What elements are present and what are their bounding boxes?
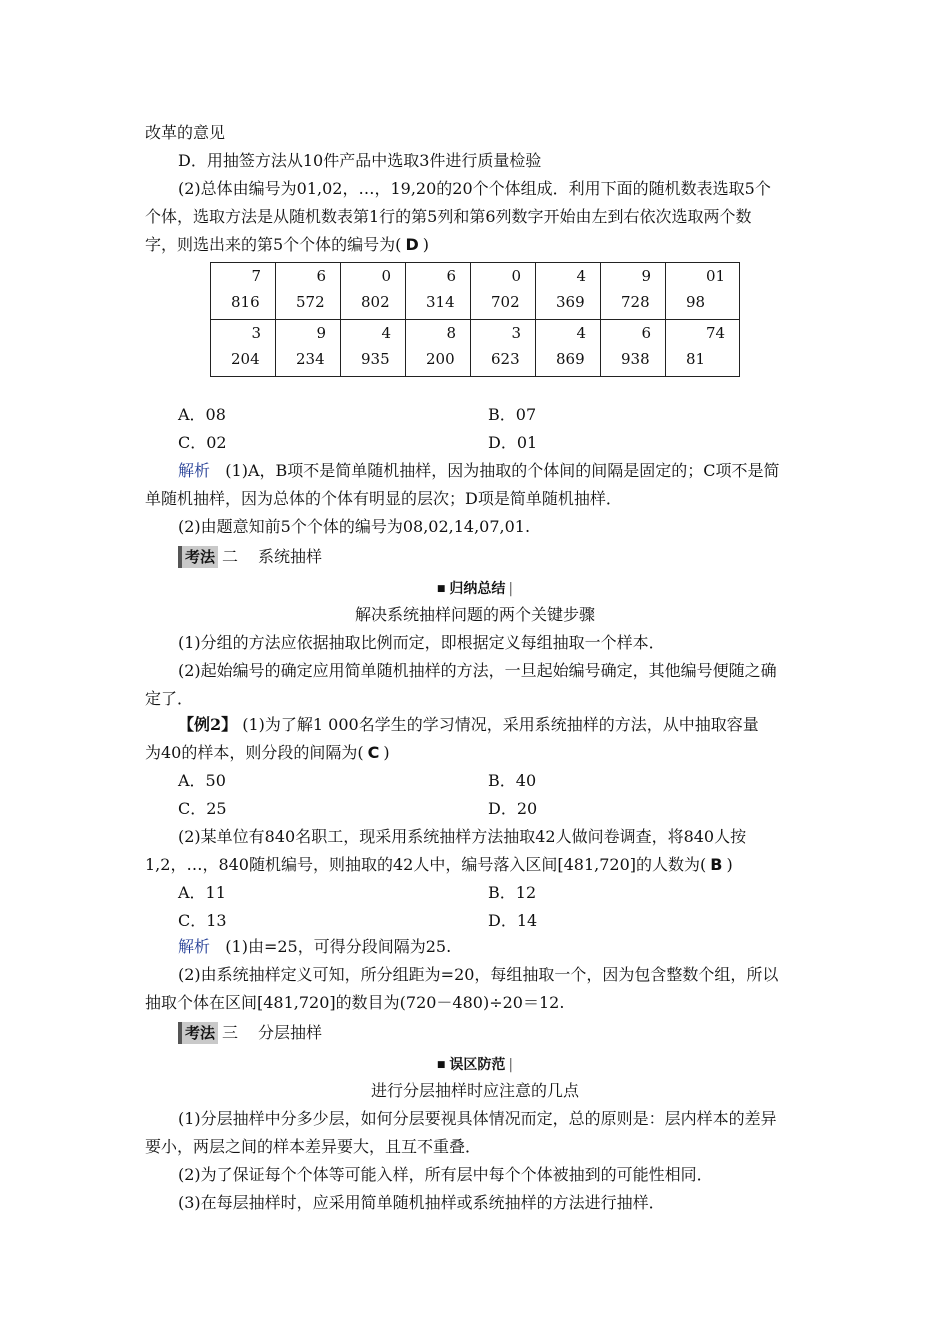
cell-bottom: 314 <box>426 293 455 311</box>
option-c: C．02 <box>178 433 227 452</box>
summary-tag <box>0 578 950 599</box>
example-text <box>145 742 390 764</box>
cell-bottom: 234 <box>296 350 325 368</box>
question-text-part: 字，则选出来的第5个个体的编号为( <box>145 235 402 254</box>
example-text-part: 为40的样本，则分段的间隔为( <box>145 743 364 762</box>
example-text: (1)为了解1 000名学生的学习情况，采用系统抽样的方法，从中抽取容量 <box>242 715 759 734</box>
text-line: 改革的意见 <box>145 123 226 142</box>
warning-tag <box>0 1054 950 1075</box>
cell-bottom: 623 <box>491 350 520 368</box>
cell-bottom: 98 <box>686 293 706 311</box>
table-cell <box>471 263 536 320</box>
table-row <box>211 263 740 320</box>
solution-label: 解析 <box>178 937 211 956</box>
option-d: D．01 <box>488 433 538 452</box>
example-line <box>178 714 759 736</box>
table-cell <box>276 263 341 320</box>
section-heading-2 <box>178 546 322 568</box>
warning-text: (2)为了保证每个个体等可能入样，所有层中每个个体被抽到的可能性相同． <box>178 1165 713 1184</box>
cell-top: 9 <box>641 267 651 285</box>
table-cell <box>211 263 276 320</box>
table-cell <box>276 320 341 377</box>
cell-bottom: 802 <box>361 293 390 311</box>
table-cell <box>341 263 406 320</box>
option-c: C．25 <box>178 799 227 818</box>
cell-top: 8 <box>446 324 456 342</box>
warning-tag-label: ■ 误区防范 | <box>437 1057 513 1073</box>
cell-top: 4 <box>576 267 586 285</box>
table-row <box>211 320 740 377</box>
table-cell <box>471 320 536 377</box>
section-title: 分层抽样 <box>258 1023 323 1042</box>
section-title: 系统抽样 <box>258 547 323 566</box>
section-heading-3 <box>178 1022 322 1044</box>
cell-bottom: 869 <box>556 350 585 368</box>
option-a: A．50 <box>178 771 226 790</box>
table-cell <box>601 263 666 320</box>
cell-bottom: 200 <box>426 350 455 368</box>
option-d: D．20 <box>488 799 538 818</box>
cell-bottom: 81 <box>686 350 706 368</box>
option-d: D．14 <box>488 911 538 930</box>
answer-mark: D <box>405 235 419 254</box>
option-b: B．40 <box>488 771 537 790</box>
cell-top: 6 <box>446 267 456 285</box>
cell-top: 3 <box>511 324 521 342</box>
answer-mark: C <box>367 743 380 762</box>
solution-text: 单随机抽样，因为总体的个体有明显的层次；D项是简单随机抽样． <box>145 489 622 508</box>
cell-bottom: 572 <box>296 293 325 311</box>
solution-text: (2)由系统抽样定义可知，所分组距为=20，每组抽取一个，因为包含整数个组，所以 <box>178 965 779 984</box>
cell-bottom: 935 <box>361 350 390 368</box>
option-b: B．12 <box>488 883 537 902</box>
table-cell <box>536 320 601 377</box>
cell-bottom: 728 <box>621 293 650 311</box>
solution-text: 抽取个体在区间[481,720]的数目为(720－480)÷20＝12. <box>145 993 565 1012</box>
question-text-part: ) <box>422 235 429 254</box>
cell-bottom: 938 <box>621 350 650 368</box>
table-cell <box>341 320 406 377</box>
cell-top: 01 <box>706 267 726 285</box>
example-text-part: 1,2，…，840随机编号，则抽取的42人中，编号落入区间[481,720]的人数为( <box>145 855 707 874</box>
cell-top: 7 <box>251 267 261 285</box>
warning-heading: 进行分层抽样时应注意的几点 <box>370 1081 579 1100</box>
question-text: (2)总体由编号为01,02，…，19,20的20个个体组成．利用下面的随机数表选取5个 <box>178 179 771 198</box>
question-text: 个体，选取方法是从随机数表第1行的第5列和第6列数字开始由左到右依次选取两个数 <box>145 207 752 226</box>
table-cell <box>211 320 276 377</box>
table-cell <box>406 263 471 320</box>
table-cell <box>666 263 740 320</box>
cell-top: 4 <box>381 324 391 342</box>
cell-top: 9 <box>316 324 326 342</box>
warning-text: (1)分层抽样中分多少层，如何分层要视具体情况而定，总的原则是：层内样本的差异 <box>178 1109 777 1128</box>
summary-tag-label: ■ 归纳总结 | <box>437 581 513 597</box>
answer-mark: B <box>710 855 723 874</box>
summary-text: 定了． <box>145 689 194 708</box>
kaofa-badge: 考法 <box>178 546 218 568</box>
table-cell <box>601 320 666 377</box>
cell-bottom: 816 <box>231 293 260 311</box>
kaofa-badge: 考法 <box>178 1022 218 1044</box>
solution-label: 解析 <box>178 461 211 480</box>
option-b: B．07 <box>488 405 537 424</box>
cell-top: 4 <box>576 324 586 342</box>
solution-line <box>178 936 451 958</box>
cell-top: 0 <box>381 267 391 285</box>
solution-line <box>178 460 780 482</box>
warning-text: (3)在每层抽样时，应采用简单随机抽样或系统抽样的方法进行抽样． <box>178 1193 665 1212</box>
summary-text: (1)分组的方法应依据抽取比例而定，即根据定义每组抽取一个样本． <box>178 633 665 652</box>
kaofa-number: 二 <box>222 547 239 566</box>
table-cell <box>666 320 740 377</box>
option-a: A．11 <box>178 883 226 902</box>
warning-text: 要小，两层之间的样本差异要大，且互不重叠． <box>145 1137 482 1156</box>
table-cell <box>536 263 601 320</box>
example-text <box>145 854 733 876</box>
cell-top: 74 <box>706 324 726 342</box>
option-a: A．08 <box>178 405 226 424</box>
random-number-table <box>210 262 740 377</box>
kaofa-number: 三 <box>222 1023 239 1042</box>
cell-top: 6 <box>641 324 651 342</box>
cell-bottom: 204 <box>231 350 260 368</box>
solution-text: (2)由题意知前5个个体的编号为08,02,14,07,01. <box>178 517 531 536</box>
cell-top: 6 <box>316 267 326 285</box>
example-text: (2)某单位有840名职工，现采用系统抽样方法抽取42人做问卷调查，将840人按 <box>178 827 747 846</box>
table-cell <box>406 320 471 377</box>
example-label: 【例2】 <box>178 715 238 734</box>
option-c: C．13 <box>178 911 227 930</box>
cell-bottom: 702 <box>491 293 520 311</box>
example-text-part: ) <box>383 743 390 762</box>
option-d-text: D．用抽签方法从10件产品中选取3件进行质量检验 <box>178 151 542 170</box>
cell-top: 3 <box>251 324 261 342</box>
cell-top: 0 <box>511 267 521 285</box>
summary-text: (2)起始编号的确定应用简单随机抽样的方法，一旦起始编号确定，其他编号便随之确 <box>178 661 777 680</box>
solution-text: (1)由=25，可得分段间隔为25. <box>225 937 452 956</box>
summary-heading: 解决系统抽样问题的两个关键步骤 <box>354 605 595 624</box>
example-text-part: ) <box>726 855 733 874</box>
cell-bottom: 369 <box>556 293 585 311</box>
solution-text: (1)A，B项不是简单随机抽样，因为抽取的个体间的间隔是固定的；C项不是简 <box>225 461 780 480</box>
question-text <box>145 234 429 256</box>
